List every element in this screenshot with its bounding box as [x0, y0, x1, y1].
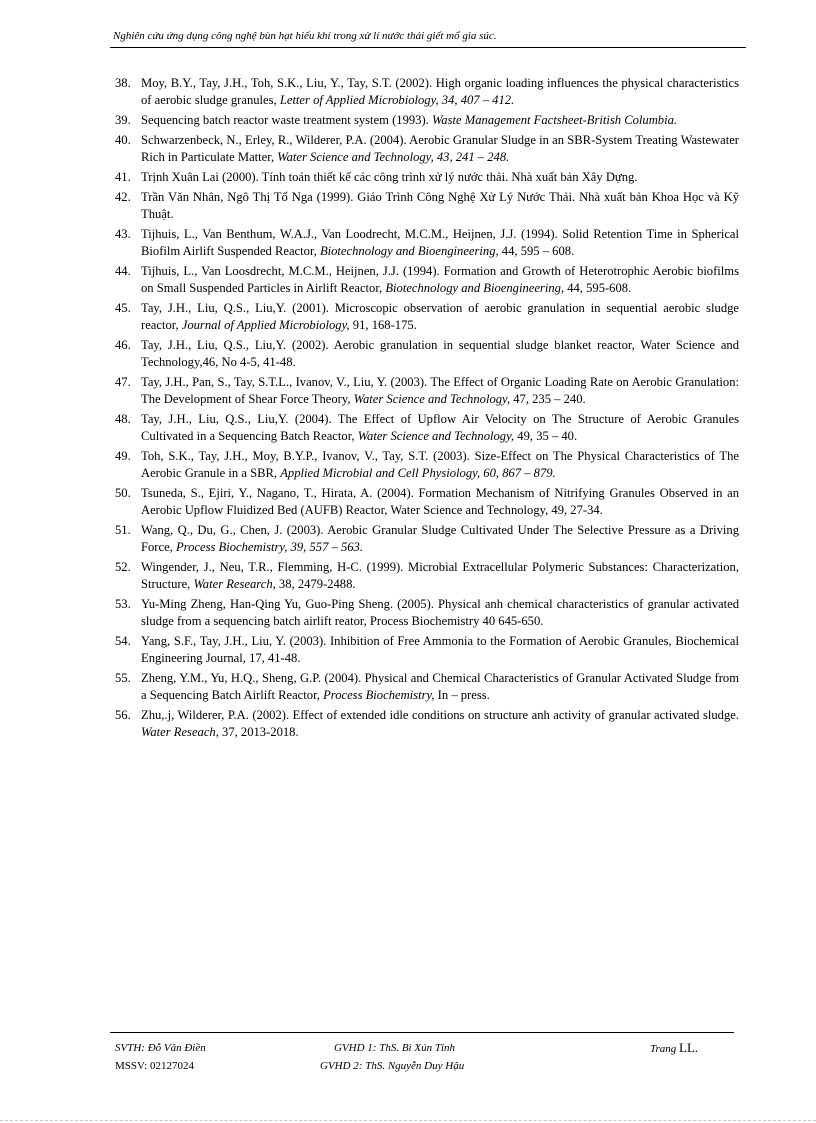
reference-journal: Waste Management Factsheet-British Columbia. [431, 113, 678, 127]
header-divider [110, 47, 746, 48]
reference-item [111, 337, 739, 371]
reference-citation: Tay, J.H., Pan, S., Tay, S.T.L., Ivanov, V., Liu, Y. (2003). The Effect of Organic Loading Rate on Aerobic Granulation: The Development of Shear Force Theory, [141, 375, 739, 406]
reference-item [111, 132, 739, 166]
reference-citation: Tijhuis, L., Van Loosdrecht, M.C.M., Heijnen, J.J. (1994). Formation and Growth of Heterotrophic Aerobic biofilms on Small Suspended Particles in Airlift Reactor, [141, 264, 739, 295]
reference-number: 43. [115, 227, 131, 241]
reference-volume: 91, 168-175. [349, 318, 417, 332]
footer-mssv: MSSV: 02127024 [115, 1060, 194, 1072]
reference-item [111, 707, 739, 741]
reference-item [111, 226, 739, 260]
reference-text [141, 522, 739, 556]
reference-citation: Sequencing batch reactor waste treatment system (1993). [141, 113, 432, 127]
reference-text [141, 169, 739, 186]
reference-number: 46. [115, 338, 131, 352]
reference-volume: 47, 235 – 240. [510, 392, 586, 406]
reference-text [141, 300, 739, 334]
reference-item [111, 374, 739, 408]
reference-text [141, 633, 739, 667]
reference-volume: 44, 595 – 608. [498, 244, 575, 258]
reference-text [141, 485, 739, 519]
reference-number: 51. [115, 523, 131, 537]
reference-item [111, 112, 739, 129]
page-label: Trang [650, 1043, 677, 1055]
reference-journal: Journal of Applied Microbiology, [181, 318, 350, 332]
reference-number: 54. [115, 634, 131, 648]
reference-text [141, 596, 739, 630]
footer-gvhd1: GVHD 1: ThS. Bì Xún Tỉnh [334, 1042, 455, 1054]
reference-item [111, 448, 739, 482]
reference-item [111, 633, 739, 667]
footer-page [650, 1039, 698, 1058]
reference-text [141, 670, 739, 704]
reference-text [141, 189, 739, 223]
reference-journal: Water Reseach, [141, 725, 219, 739]
reference-number: 56. [115, 708, 131, 722]
reference-list [111, 75, 739, 744]
reference-item [111, 522, 739, 556]
reference-citation: Tay, J.H., Liu, Q.S., Liu,Y. (2004). The Effect of Upflow Air Velocity on The Structure of Aerobic Granules Cultivated in a Sequencing Batch Reactor, [141, 412, 739, 443]
reference-journal: Water Science and Technology, [353, 392, 511, 406]
reference-item [111, 670, 739, 704]
reference-text [141, 263, 739, 297]
reference-item [111, 189, 739, 223]
reference-number: 55. [115, 671, 131, 685]
reference-citation: Zheng, Y.M., Yu, H.Q., Sheng, G.P. (2004). Physical and Chemical Characteristics of Granular Activated Sludge from a Sequencing Batch Airlift Reactor, [141, 671, 739, 702]
reference-journal: Applied Microbial and Cell Physiology, 60, 867 – 879. [280, 466, 556, 480]
reference-volume: 44, 595-608. [564, 281, 632, 295]
reference-number: 41. [115, 170, 131, 184]
reference-journal: Water Research, [193, 577, 276, 591]
reference-number: 39. [115, 113, 131, 127]
reference-text [141, 112, 739, 129]
reference-item [111, 411, 739, 445]
reference-text [141, 411, 739, 445]
reference-journal: Water Science and Technology, [357, 429, 515, 443]
reference-journal: Biotechnology and Bioengineering, [319, 244, 499, 258]
reference-volume: 37, 2013-2018. [218, 725, 299, 739]
reference-number: 52. [115, 560, 131, 574]
footer-divider [110, 1032, 734, 1033]
reference-number: 45. [115, 301, 131, 315]
reference-citation: Wingender, J., Neu, T.R., Flemming, H-C. (1999). Microbial Extracellular Polymeric Substances: Characterization, Structure, [141, 560, 739, 591]
reference-volume: 38, 2479-2488. [275, 577, 356, 591]
footer-supervisors [320, 1039, 464, 1075]
reference-number: 48. [115, 412, 131, 426]
reference-text [141, 337, 739, 371]
reference-text [141, 374, 739, 408]
reference-citation: Tay, J.H., Liu, Q.S., Liu,Y. (2001). Microscopic observation of aerobic granulation in sequential aerobic sludge reactor, [141, 301, 739, 332]
reference-number: 40. [115, 133, 131, 147]
reference-text [141, 559, 739, 593]
reference-citation: Moy, B.Y., Tay, J.H., Toh, S.K., Liu, Y., Tay, S.T. (2002). High organic loading influences the physical characteristics of aerobic sludge granules, [141, 76, 739, 107]
footer-student [115, 1039, 206, 1075]
reference-number: 42. [115, 190, 131, 204]
reference-citation: Wang, Q., Du, G., Chen, J. (2003). Aerobic Granular Sludge Cultivated Under The Selective Pressure as a Driving Force, [141, 523, 739, 554]
reference-citation: Yu-Ming Zheng, Han-Qing Yu, Guo-Ping Sheng. (2005). Physical anh chemical characteristics of granular activated sludge from a sequencing batch airlift reator, Process Biochemistry 40 645-650. [141, 597, 739, 628]
reference-item [111, 263, 739, 297]
page-edge [0, 1120, 816, 1121]
reference-text [141, 226, 739, 260]
reference-number: 49. [115, 449, 131, 463]
reference-citation: Tsuneda, S., Ejiri, Y., Nagano, T., Hirata, A. (2004). Formation Mechanism of Nitrifying Granules Observed in an Aerobic Upflow Fluidized Bed (AUFB) Reactor, Water Science and Technology, 49, 27-34. [141, 486, 739, 517]
footer-svth: SVTH: Đỗ Văn Điền [115, 1042, 206, 1054]
reference-item [111, 300, 739, 334]
reference-journal: Biotechnology and Bioengineering, [385, 281, 565, 295]
reference-journal: Letter of Applied Microbiology, 34, 407 – 412. [279, 93, 515, 107]
reference-citation: Tay, J.H., Liu, Q.S., Liu,Y. (2002). Aerobic granulation in sequential sludge blanket reactor, Water Science and Technology,46, No 4-5, 41-48. [141, 338, 739, 369]
reference-citation: Yang, S.F., Tay, J.H., Liu, Y. (2003). Inhibition of Free Ammonia to the Formation of Aerobic Granules, Biochemical Engineering Journal, 17, 41-48. [141, 634, 739, 665]
reference-number: 50. [115, 486, 131, 500]
reference-citation: Schwarzenbeck, N., Erley, R., Wilderer, P.A. (2004). Aerobic Granular Sludge in an SBR-System Treating Wastewater Rich in Particulate Matter, [141, 133, 739, 164]
reference-citation: Toh, S.K., Tay, J.H., Moy, B.Y.P., Ivanov, V., Tay, S.T. (2003). Size-Effect on The Physical Characteristics of The Aerobic Granule in a SBR, [141, 449, 739, 480]
reference-journal: Process Biochemistry, [323, 688, 435, 702]
footer-gvhd2: GVHD 2: ThS. Nguyễn Duy Hậu [320, 1060, 465, 1072]
reference-text [141, 75, 739, 109]
reference-citation: Trịnh Xuân Lai (2000). Tính toán thiết kế các công trình xử lý nước thải. Nhà xuất bản Xây Dựng. [141, 170, 638, 184]
reference-volume: 49, 35 – 40. [514, 429, 578, 443]
reference-citation: Zhu,.j, Wilderer, P.A. (2002). Effect of extended idle conditions on structure anh activity of granular activated sludge. [141, 708, 739, 722]
page-number: LL. [679, 1040, 699, 1055]
reference-journal: Process Biochemistry, 39, 557 – 563. [175, 540, 364, 554]
reference-number: 47. [115, 375, 131, 389]
reference-number: 44. [115, 264, 131, 278]
reference-text [141, 448, 739, 482]
reference-volume: In – press. [434, 688, 490, 702]
reference-item [111, 75, 739, 109]
reference-item [111, 169, 739, 186]
reference-citation: Tijhuis, L., Van Benthum, W.A.J., Van Loodrecht, M.C.M., Heijnen, J.J. (1994). Solid Retention Time in Spherical Biofilm Airlift Suspended Reactor, [141, 227, 739, 258]
page-header: Nghiên cứu ứng dụng công nghệ bùn hạt hiếu khí trong xử lí nước thải giết mổ gia súc. [113, 30, 497, 42]
reference-item [111, 596, 739, 630]
reference-number: 38. [115, 76, 131, 90]
reference-text [141, 132, 739, 166]
reference-number: 53. [115, 597, 131, 611]
reference-citation: Trần Văn Nhân, Ngô Thị Tố Nga (1999). Giáo Trình Công Nghệ Xử Lý Nước Thải. Nhà xuất bản Khoa Học và Kỹ Thuật. [141, 190, 739, 221]
reference-text [141, 707, 739, 741]
reference-item [111, 485, 739, 519]
reference-journal: Water Science and Technology, 43, 241 – 248. [277, 150, 510, 164]
reference-item [111, 559, 739, 593]
